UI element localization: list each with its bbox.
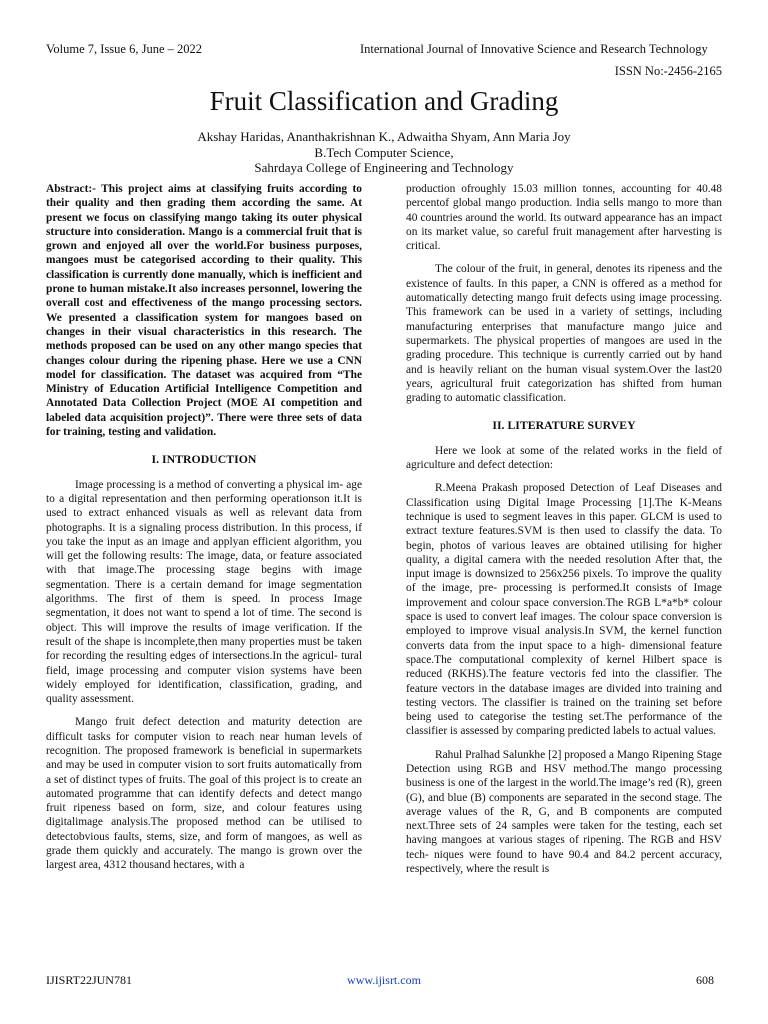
- paper-title: Fruit Classification and Grading: [209, 86, 559, 116]
- issn: ISSN No:-2456-2165: [614, 64, 722, 78]
- introduction-heading: I. INTRODUCTION: [151, 452, 257, 467]
- left-column: [46, 182, 362, 882]
- right-paragraph-2: The colour of the fruit, in general, denotes its ripeness and the existence of faults. In this paper, a CNN is offered as a method for automatically detecting mango fruit defects using image processing. This framework can be used in a variety of settings, including manufacturing enterprises that manufacture mango juice and supermarkets. The physical properties of mangoes are used in the grading procedure. This technique is currently carried out by hand and is heavily reliant on the human visual system.Over the last20 years, agricultural fruit categorization has shifted from human grading to automatic classification.: [406, 263, 722, 405]
- page-number: 608: [696, 973, 714, 987]
- abstract: Abstract:- This project aims at classifying fruits according to their quality and then grading them according the same. At present we focus on classifying mango taking its outer physical structure into consideration. Mango is a commercial fruit that is grown and enjoyed all over the world.For business purposes, mangoes must be categorised according to their quality. This classification is currently done manually, which is inefficient and prone to human mistake.It also increases personnel, lowering the overall cost and effectiveness of the mango processing sectors. We presented a classification system for mangoes based on changes in their visual characteristics in this research. The methods proposed can be used on any other mango species that changes colour during the ripening phase. Here we use a CNN model for classification. The dataset was acquired from “The Ministry of Education Artificial Intelligence Competition and Annotated Data Collection Project (MOE AI competition and labeled data acquisition project)”. There were three sets of data for training, testing and validation.: [46, 183, 362, 439]
- journal-name: International Journal of Innovative Science and Research Technology: [360, 42, 708, 56]
- volume-issue: Volume 7, Issue 6, June – 2022: [46, 42, 203, 56]
- literature-survey-heading: II. LITERATURE SURVEY: [492, 418, 636, 433]
- intro-paragraph-1: Image processing is a method of converting a physical im- age to a digital representation and then performing operationson it.It is used to extract enhanced visuals as well as relevant data from photographs. It is a signaling process distribution. In this process, if you take the input as an image and applyan efficient algorithm, you will get the following results: The image, data, or feature associated with that image.The processing stage begins with image segmentation. There is a certain demand for image segmentation algorithms. The first of them is speed. In process Image segmentation, it does not want to spend a lot of time. The second is object. This will improve the results of image verification. If the result of the shape is incomplete,then many properties must be taken for recording the resulting edges of intersections.In the agricul- tural field, image processing and computer vision systems have been widely employed for identification, classification, grading, and quality assessment.: [46, 478, 362, 706]
- literature-paragraph-1: Here we look at some of the related works in the field of agriculture and defect detection:: [406, 444, 722, 472]
- intro-paragraph-2: Mango fruit defect detection and maturity detection are difficult tasks for computer vision to reach near human levels of recognition. The proposed framework is beneficial in supermarkets and may be used in computer vision to sort fruits automatically from a set of distinct types of fruits. The goal of this project is to create an automated programme that can identify defects and detect mango fruit ripeness based on form, size, and colour features using digitalimage analysis.The proposed method can be utilised to detectobvious faults, stems, size, and form of mangoes, as well as grade them quickly and accurately. The mango is grown over the largest area, 4312 thousand hectares, with a: [46, 716, 362, 872]
- right-paragraph-1: production ofroughly 15.03 million tonnes, accounting for 40.48 percentof global mango production. India sells mango to more than 40 countries around the world. Its outward appearance has an impact on its market value, so careful fruit management after harvesting is critical.: [406, 183, 722, 253]
- author-names: Akshay Haridas, Ananthakrishnan K., Adwaitha Shyam, Ann Maria Joy: [197, 129, 571, 144]
- right-column: [406, 182, 722, 885]
- paper-id: IJISRT22JUN781: [46, 973, 132, 987]
- journal-url-link[interactable]: www.ijisrt.com: [347, 973, 421, 987]
- author-institution: Sahrdaya College of Engineering and Technology: [254, 160, 514, 175]
- footer-url-wrap: [0, 973, 768, 988]
- literature-paragraph-2: R.Meena Prakash proposed Detection of Leaf Diseases and Classification using Digital Image Processing [1].The K-Means technique is used to segment leaves in this paper. GLCM is used to extract texture features.SVM is then used to classify the data. To begin, photos of various leaves are obtained utilising for higher quality, a digital camera with the needed resolution After that, the input image is downsized to 256x256 pixels. To improve the quality of the image, pre- processing is performed.It consists of Image improvement and colour space conversion.The RGB L*a*b* colour space is used to convert leaf images. The colour space conversion is employed to improve visual analysis.In SVM, the kernel function converts data from the input space to a high- dimensional feature space.The computational complexity of kernel Hilbert space is reduced (RKHS).The feature vectoris fed into the classifier. The feature vectors in the database images are divided into training and testing vectors. The classifier is trained on the training set before being used to categorise the testing set.The performance of the classifier is assessed by comparing predicted labels to actual values.: [406, 482, 722, 738]
- author-block: [0, 129, 768, 176]
- literature-paragraph-3: Rahul Pralhad Salunkhe [2] proposed a Mango Ripening Stage Detection using RGB and HSV method.The mango processing business is one of the largest in the world.The image’s red (R), green (G), and blue (B) components are separated in the second stage. The average values of the R, G, and B components are computed next.Three sets of 24 samples were taken for the testing, each set having mangoes at various stages of ripening. The RGB and HSV tech- niques were found to have 90.4 and 84.2 percent accuracy, respectively, where the result is: [406, 748, 722, 876]
- author-program: B.Tech Computer Science,: [314, 144, 454, 160]
